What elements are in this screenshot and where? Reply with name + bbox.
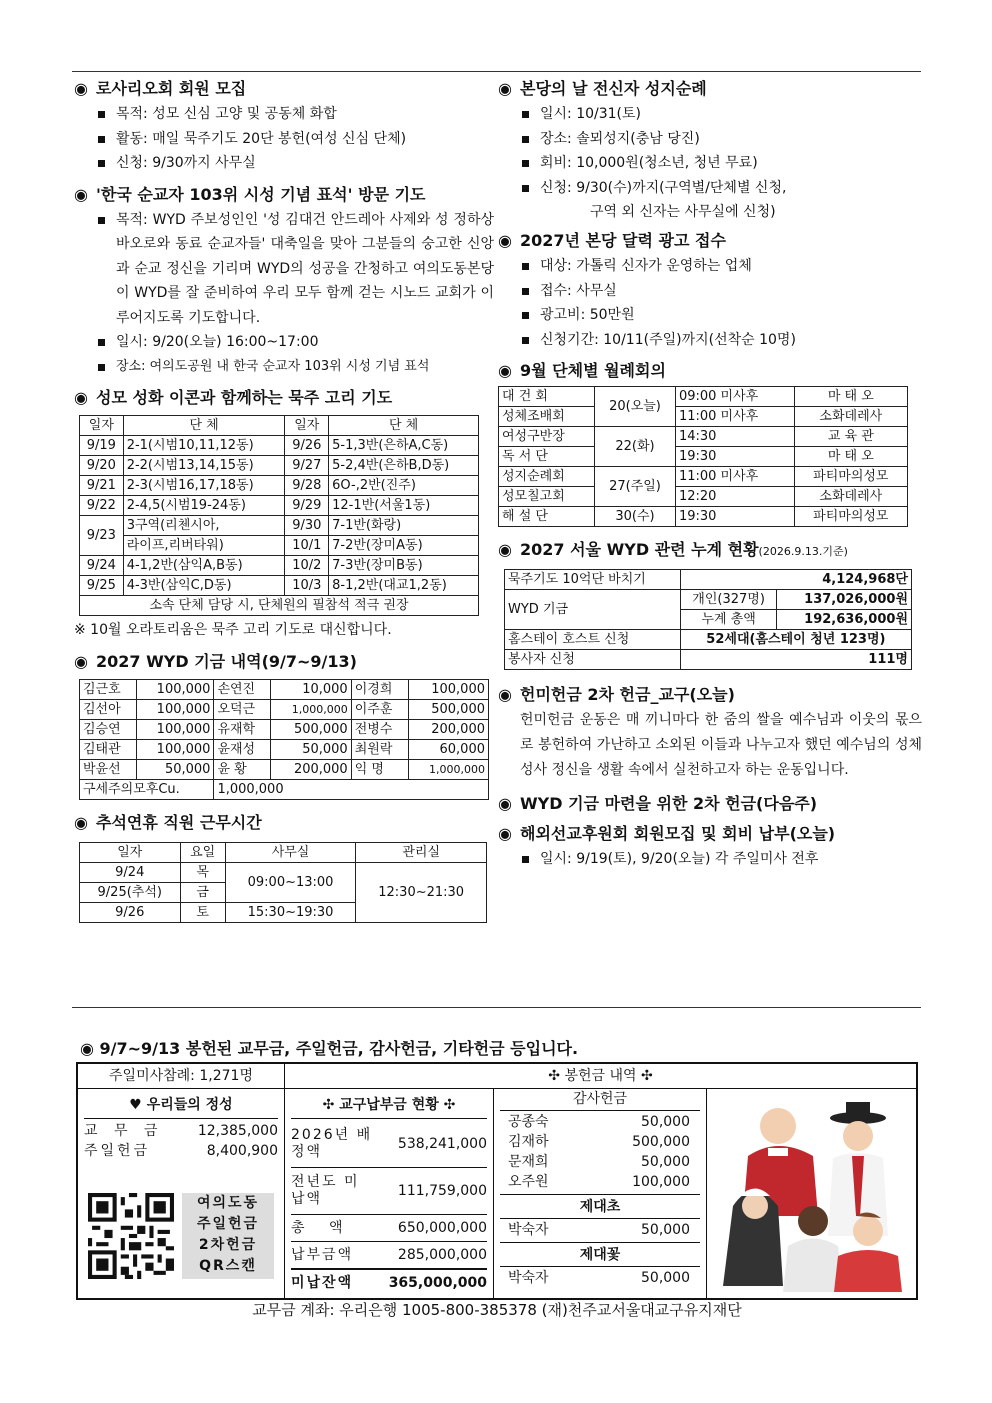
list-item: 오주원 100,000: [508, 1174, 690, 1190]
cell: 묵주기도 10억단 바치기: [505, 570, 681, 590]
cell: 11:00 미사후: [675, 467, 794, 487]
cell: 9/24: [80, 556, 124, 576]
table-row: [505, 570, 912, 590]
cell: 60,000: [408, 740, 488, 760]
cell: 19:30: [675, 447, 794, 467]
circle-bullet-icon: ◉: [498, 361, 512, 380]
cell: 9/28: [285, 476, 329, 496]
cell: 100,000: [408, 680, 488, 700]
table-row: [499, 507, 908, 527]
cell: 27(주일): [595, 467, 676, 507]
circle-bullet-icon: ◉: [80, 1039, 100, 1058]
cell: 9/27: [285, 456, 329, 476]
rosary-list: [74, 102, 494, 176]
cell: 9/26: [80, 903, 181, 923]
circle-bullet-icon: ◉: [498, 540, 512, 559]
list-item: 장소: 여의도공원 내 한국 순교자 103위 시성 기념 표석: [96, 355, 494, 380]
cell: 유재학: [214, 720, 271, 740]
cell: 목: [180, 863, 225, 883]
account-line: 교무금 계좌: 우리은행 1005-800-385378 (재)천주교서울대교구유지재단: [252, 1301, 742, 1319]
section-meetings-title: ◉ 9월 단체별 월례회의: [498, 361, 666, 380]
cell: 이경희: [351, 680, 408, 700]
cell: 100,000: [136, 680, 213, 700]
table-row: [80, 740, 489, 760]
section-rosary-title: ◉ 로사리오회 회원 모집: [74, 79, 247, 98]
cell: 1,000,000: [214, 780, 489, 800]
rice-body: 헌미헌금 운동은 매 끼니마다 한 줌의 쌀을 예수님과 이웃의 몫으로 봉헌하여 가난하고 소외된 이들과 나누고자 했던 예수님의 성체성사 정신을 생활 속에서 실천하고자 하는 운동입니다.: [520, 712, 922, 778]
table-row: [499, 467, 908, 487]
top-rule: [72, 71, 921, 72]
cell: 12:30~21:30: [356, 863, 487, 923]
cell: 전병수: [351, 720, 408, 740]
cell: 100,000: [136, 700, 213, 720]
list-item: 공종숙 50,000: [508, 1114, 690, 1130]
cell: 5-2,4반(은하B,D동): [329, 456, 479, 476]
header-cell: 사무실: [225, 843, 356, 863]
cell: 20(오늘): [595, 387, 676, 427]
cell: 해 설 단: [499, 507, 595, 527]
cell: 성지순례회: [499, 467, 595, 487]
chuseok-table: [79, 842, 487, 923]
cell: 9/20: [80, 456, 124, 476]
section-calendar-title: ◉ 2027년 본당 달력 광고 접수: [498, 231, 726, 250]
cell: 7-3반(장미B동): [329, 556, 479, 576]
cell: 192,636,000원: [777, 610, 912, 630]
section-mission-title: ◉ 해외선교후원회 회원모집 및 회비 납부(오늘): [498, 824, 836, 843]
left-column: [74, 78, 494, 923]
list-item: 장소: 솔뫼성지(충남 당진): [520, 127, 922, 152]
rosary-walk-table: [79, 415, 479, 616]
section-rosary-walk-title: ◉ 성모 성화 이콘과 함께하는 묵주 고리 기도: [74, 388, 393, 407]
list-item: 대상: 가톨릭 신자가 운영하는 업체: [520, 254, 922, 279]
table-row: [80, 576, 479, 596]
header-cell: 단 체: [329, 416, 479, 436]
cell: 111명: [680, 650, 911, 670]
middle-rule: [72, 1007, 921, 1008]
cell: 홈스테이 호스트 신청: [505, 630, 681, 650]
cell: 1,000,000: [271, 700, 351, 720]
cell: 2-3(시범16,17,18동): [123, 476, 285, 496]
cell: 손연진: [214, 680, 271, 700]
cell: 9/25(추석): [80, 883, 181, 903]
wyd-fund-table: [79, 679, 489, 800]
cell: 1,000,000: [408, 760, 488, 780]
circle-bullet-icon: ◉: [498, 685, 512, 704]
saints-illustration: [718, 1096, 908, 1292]
cell: 9/23: [80, 516, 124, 556]
cell: 교 육 관: [794, 427, 907, 447]
cell: 52세대(홈스테이 청년 123명): [680, 630, 911, 650]
breakdown-title: ✣ 봉헌금 내역 ✣: [285, 1064, 916, 1089]
section-pilgrimage-title: ◉ 본당의 날 전신자 성지순례: [498, 79, 707, 98]
cell: 4,124,968단: [680, 570, 911, 590]
list-item: 2026년 배정액 538,241,000: [291, 1127, 487, 1160]
table-footer: 소속 단체 담당 시, 단체원의 필참석 적극 권장: [80, 596, 479, 616]
cell: 이주훈: [351, 700, 408, 720]
qr-label: 여의도동 주일헌금 2차헌금 QR스캔: [182, 1193, 274, 1279]
table-row: [499, 427, 908, 447]
cell: 5-1,3반(은하A,C동): [329, 436, 479, 456]
header-cell: 단 체: [123, 416, 285, 436]
cell: 2-2(시범13,14,15동): [123, 456, 285, 476]
cell: 137,026,000원: [777, 590, 912, 610]
meetings-table: [498, 386, 908, 527]
table-row: [80, 556, 479, 576]
table-row: [80, 780, 489, 800]
cell: 오덕근: [214, 700, 271, 720]
circle-bullet-icon: ◉: [74, 79, 88, 98]
cell: 14:30: [675, 427, 794, 447]
cell: 마 태 오: [794, 447, 907, 467]
thanks-panel: [494, 1089, 707, 1298]
list-item: 박숙자 50,000: [508, 1222, 690, 1238]
cell: 여성구반장: [499, 427, 595, 447]
cell: 라이프,리버타워): [123, 536, 285, 556]
list-item: 총 액 650,000,000: [291, 1220, 487, 1236]
circle-bullet-icon: ◉: [74, 388, 88, 407]
cell: 500,000: [408, 700, 488, 720]
table-row: [80, 516, 479, 536]
offering-box: [76, 1062, 918, 1300]
table-row: [505, 650, 912, 670]
wyd-status-table: [504, 569, 912, 670]
section-rice-title: ◉ 헌미헌금 2차 헌금_교구(오늘): [498, 685, 735, 704]
list-item: 문재희 50,000: [508, 1154, 690, 1170]
list-item: 일시: 10/31(토): [520, 102, 922, 127]
cell: 금: [180, 883, 225, 903]
cell: 09:00 미사후: [675, 387, 794, 407]
header-cell: 일자: [80, 843, 181, 863]
circle-bullet-icon: ◉: [498, 794, 512, 813]
parish-panel: [285, 1089, 494, 1298]
circle-bullet-icon: ◉: [74, 652, 88, 671]
right-column: [498, 78, 922, 872]
cell: 7-1반(화랑): [329, 516, 479, 536]
table-row: [80, 863, 487, 883]
list-item: 목적: 성모 신심 고양 및 공동체 화합: [96, 102, 494, 127]
table-row: [80, 596, 479, 616]
table-row: [80, 436, 479, 456]
cell: 50,000: [271, 740, 351, 760]
flower-title: 제대꽃: [579, 1247, 621, 1263]
cell: 개인(327명): [680, 590, 777, 610]
table-row: [499, 487, 908, 507]
shrine-list: [74, 208, 494, 380]
cell: 12:20: [675, 487, 794, 507]
cell: 윤재성: [214, 740, 271, 760]
cell: 15:30~19:30: [225, 903, 356, 923]
header-cell: 일자: [80, 416, 124, 436]
table-row: [80, 680, 489, 700]
list-item: 일시: 9/19(토), 9/20(오늘) 각 주일미사 전후: [520, 847, 922, 872]
cell: 200,000: [408, 720, 488, 740]
header-cell: 일자: [285, 416, 329, 436]
cell: 9/30: [285, 516, 329, 536]
table-row: [80, 476, 479, 496]
cell: 4-1,2반(삼익A,B동): [123, 556, 285, 576]
table-row: [80, 843, 487, 863]
table-row: [499, 447, 908, 467]
thanks-title: 감사헌금: [572, 1091, 628, 1107]
table-row: [80, 536, 479, 556]
pilgrimage-list: [498, 102, 922, 200]
cell: 7-2반(장미A동): [329, 536, 479, 556]
cell: 9/25: [80, 576, 124, 596]
cell: 김태관: [80, 740, 137, 760]
table-row: [499, 387, 908, 407]
cell: 09:00~13:00: [225, 863, 356, 903]
cell: 2-1(시범10,11,12동): [123, 436, 285, 456]
candle-title: 제대초: [579, 1199, 621, 1215]
cell: 100,000: [136, 720, 213, 740]
table-row: [80, 416, 479, 436]
table-row: [80, 456, 479, 476]
cell: 10/2: [285, 556, 329, 576]
section-chuseok-title: ◉ 추석연휴 직원 근무시간: [74, 813, 262, 832]
cell: 김승연: [80, 720, 137, 740]
cell: 성체조배회: [499, 407, 595, 427]
qr-code-icon[interactable]: [88, 1193, 174, 1279]
cell: 9/21: [80, 476, 124, 496]
calendar-list: [498, 254, 922, 352]
table-row: [80, 720, 489, 740]
cell: 윤 황: [214, 760, 271, 780]
circle-bullet-icon: ◉: [498, 79, 512, 98]
mission-list: [498, 847, 922, 872]
cell: 마 태 오: [794, 387, 907, 407]
cell: 12-1반(서울1동): [329, 496, 479, 516]
cell: 9/26: [285, 436, 329, 456]
cell: 22(화): [595, 427, 676, 467]
header-cell: 관리실: [356, 843, 487, 863]
cell: 2-4,5(시범19-24동): [123, 496, 285, 516]
section-wyd-fund-title: ◉ 2027 WYD 기금 내역(9/7~9/13): [74, 652, 357, 671]
cell: 파티마의성모: [794, 467, 907, 487]
list-item: 납부금액 285,000,000: [291, 1247, 487, 1263]
oratorio-note: ※ 10월 오라토리움은 묵주 고리 기도로 대신합니다.: [74, 622, 392, 638]
cell: 토: [180, 903, 225, 923]
cell: 9/29: [285, 496, 329, 516]
parish-title: ✣ 교구납부금 현황 ✣: [322, 1097, 456, 1113]
header-cell: 요일: [180, 843, 225, 863]
attendance: 주일미사참례: 1,271명: [78, 1064, 285, 1089]
list-item: 일시: 9/20(오늘) 16:00~17:00: [96, 330, 494, 355]
list-item: 회비: 10,000원(청소년, 청년 무료): [520, 151, 922, 176]
cell: 박윤선: [80, 760, 137, 780]
list-item: 신청: 9/30(수)까지(구역별/단체별 신청,: [520, 176, 922, 201]
cell: WYD 기금: [505, 590, 681, 630]
list-item: 목적: WYD 주보성인인 '성 김대건 안드레아 사제와 성 정하상 바오로와 동료 순교자들' 대축일을 맞아 그분들의 숭고한 신앙과 순교 정신을 기리며 WYD의 성공을 간청하고 여의도동본당이 WYD를 잘 준비하여 우리 모두 함께 걷는 시노드 교회가 이루어지도록 기도합니다.: [96, 208, 494, 331]
list-item: 접수: 사무실: [520, 279, 922, 304]
list-item: 활동: 매일 묵주기도 20단 봉헌(여성 신심 단체): [96, 127, 494, 152]
cell: 100,000: [136, 740, 213, 760]
table-row: [505, 590, 912, 610]
pilgrimage-continued: 구역 외 신자는 사무실에 신청): [590, 204, 776, 220]
circle-bullet-icon: ◉: [498, 824, 512, 843]
cell: 독 서 단: [499, 447, 595, 467]
list-item: 교 무 금 12,385,000: [84, 1123, 278, 1139]
table-row: [80, 760, 489, 780]
cell: 3구역(리첸시아,: [123, 516, 285, 536]
circle-bullet-icon: ◉: [498, 231, 512, 250]
list-item: 전년도 미납액 111,759,000: [291, 1174, 487, 1207]
cell: 최원락: [351, 740, 408, 760]
cell: 소화데레사: [794, 487, 907, 507]
cell: 10/3: [285, 576, 329, 596]
table-row: [505, 630, 912, 650]
cell: 9/19: [80, 436, 124, 456]
list-item: 광고비: 50만원: [520, 303, 922, 328]
cell: 9/22: [80, 496, 124, 516]
cell: 6O-,2반(진주): [329, 476, 479, 496]
table-row: [80, 700, 489, 720]
ours-panel: [78, 1089, 285, 1298]
list-item: 신청기간: 10/11(주일)까지(선착순 10명): [520, 328, 922, 353]
circle-bullet-icon: ◉: [74, 813, 88, 832]
list-item: 미납잔액 365,000,000: [291, 1275, 487, 1291]
cell: 대 건 회: [499, 387, 595, 407]
cell: 10/1: [285, 536, 329, 556]
cell: 8-1,2반(대교1,2동): [329, 576, 479, 596]
circle-bullet-icon: ◉: [74, 184, 88, 204]
cell: 성모칠고회: [499, 487, 595, 507]
cell: 김선아: [80, 700, 137, 720]
cell: 9/24: [80, 863, 181, 883]
cell: 500,000: [271, 720, 351, 740]
list-item: 신청: 9/30까지 사무실: [96, 151, 494, 176]
cell: 김근호: [80, 680, 137, 700]
cell: 봉사자 신청: [505, 650, 681, 670]
section-wyd-status-title: ◉ 2027 서울 WYD 관련 누계 현황(2026.9.13.기준): [498, 540, 848, 559]
cell: 누계 총액: [680, 610, 777, 630]
cell: 소화데레사: [794, 407, 907, 427]
ours-title: ♥ 우리들의 정성: [129, 1097, 233, 1113]
cell: 30(수): [595, 507, 676, 527]
cell: 10,000: [271, 680, 351, 700]
section-wyd-second-title: ◉ WYD 기금 마련을 위한 2차 헌금(다음주): [498, 794, 818, 813]
cell: 익 명: [351, 760, 408, 780]
offering-title: ◉ 9/7~9/13 봉헌된 교무금, 주일헌금, 감사헌금, 기타헌금 등입니다.: [80, 1039, 579, 1058]
cell: 19:30: [675, 507, 794, 527]
section-shrine-title: ◉ '한국 순교자 103위 시성 기념 표석' 방문 기도: [74, 184, 426, 204]
list-item: 주일헌금 8,400,900: [84, 1143, 278, 1159]
cell: 파티마의성모: [794, 507, 907, 527]
cell: 50,000: [136, 760, 213, 780]
table-row: [80, 496, 479, 516]
list-item: 김재하 500,000: [508, 1134, 690, 1150]
list-item: 박숙자 50,000: [508, 1270, 690, 1286]
cell: 4-3반(삼익C,D동): [123, 576, 285, 596]
cell: 11:00 미사후: [675, 407, 794, 427]
cell: 구세주의모후Cu.: [80, 780, 214, 800]
cell: 200,000: [271, 760, 351, 780]
table-row: [499, 407, 908, 427]
